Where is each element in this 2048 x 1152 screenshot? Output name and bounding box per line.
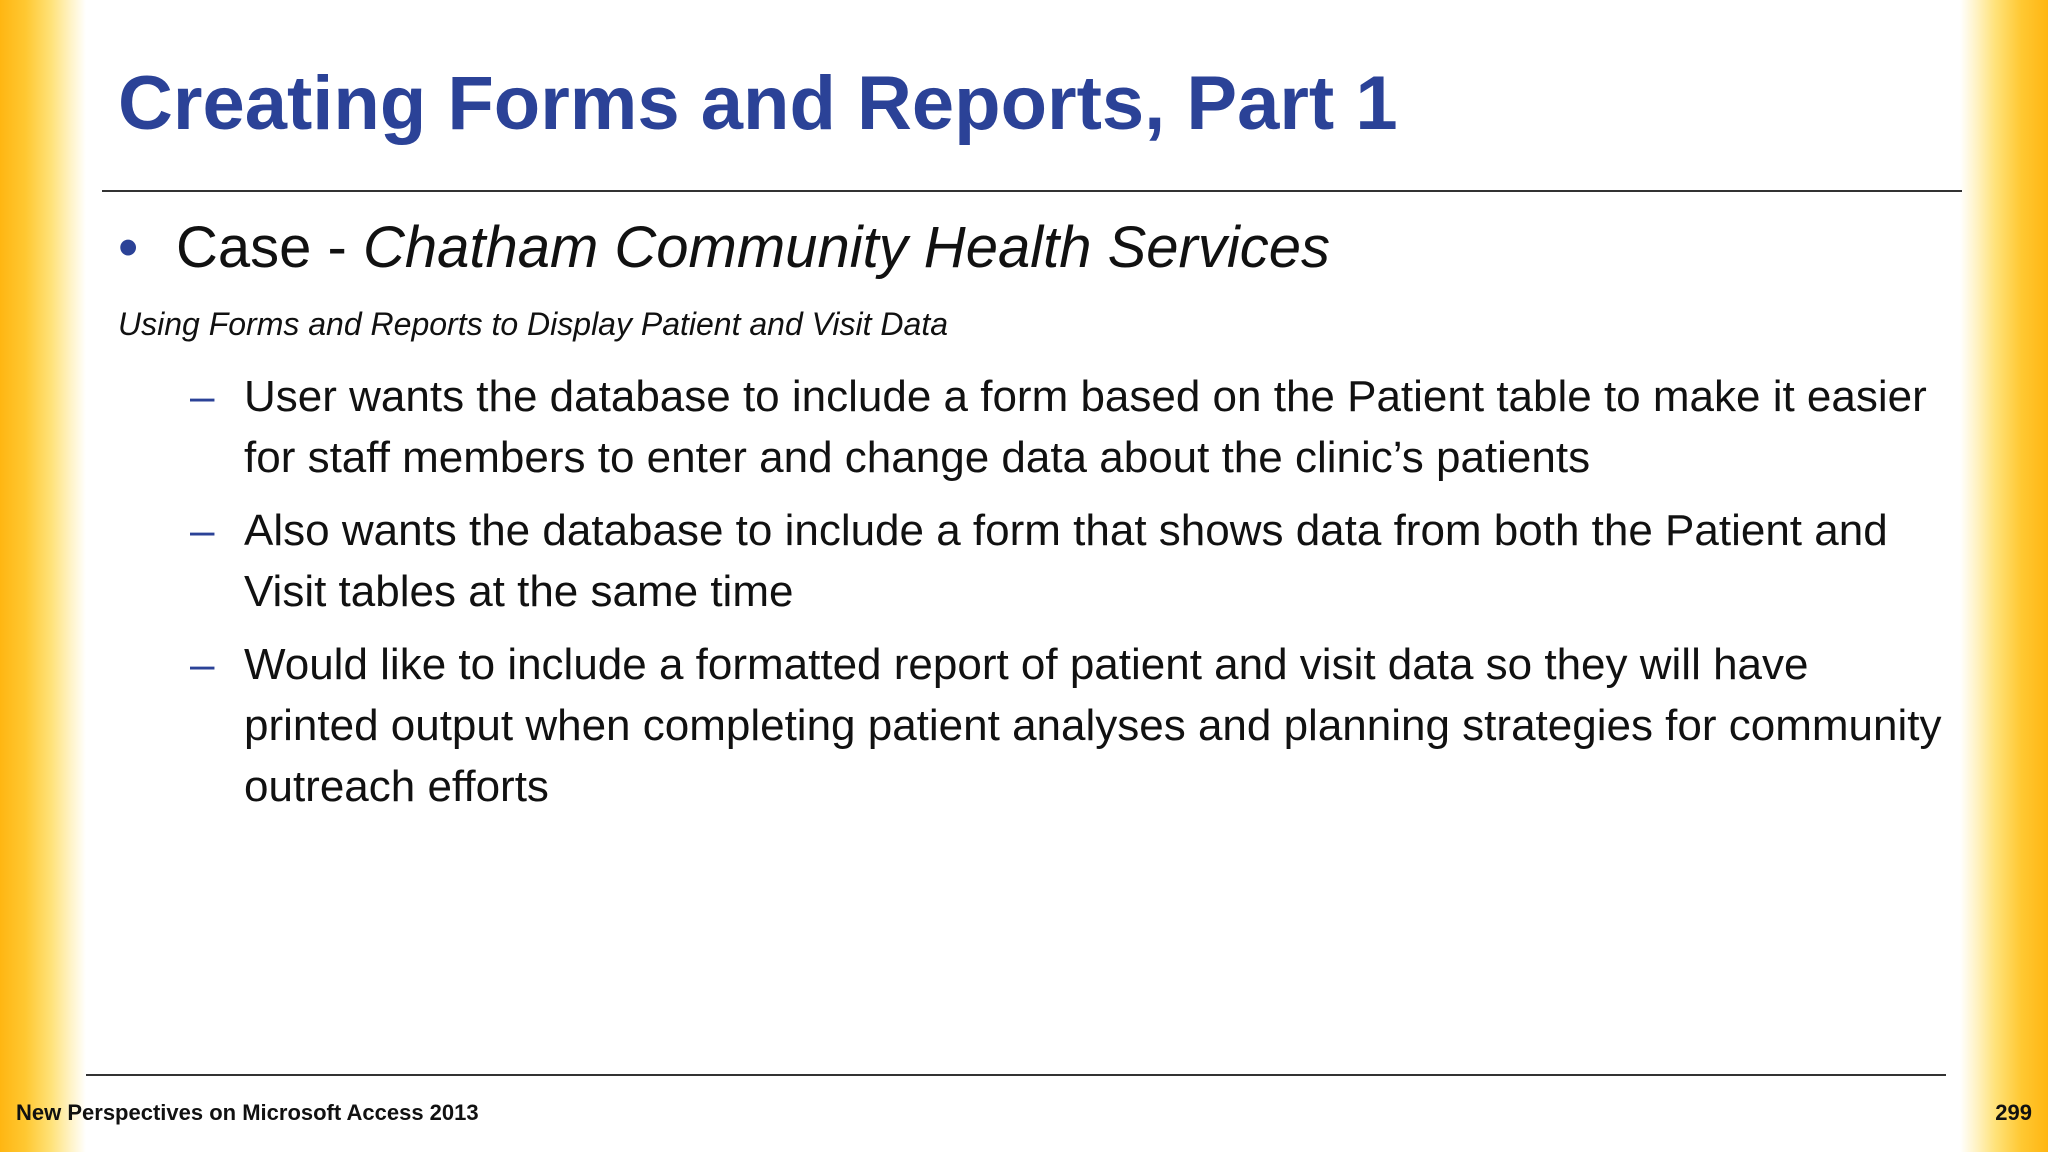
sub-bullet-item <box>190 366 1950 488</box>
left-gradient-bar <box>0 0 86 1152</box>
sub-bullet-text: User wants the database to include a form based on the Patient table to make it easier for staff members to enter and change data about the clinic’s patients <box>244 372 1927 482</box>
bullet-icon: • <box>118 215 139 280</box>
case-bullet <box>118 214 1330 281</box>
dash-icon: – <box>190 372 215 421</box>
sub-bullet-text: Also wants the database to include a form that shows data from both the Patient and Visit tables at the same time <box>244 506 1888 616</box>
dash-icon: – <box>190 506 215 555</box>
page-number: 299 <box>1995 1100 2032 1125</box>
sub-bullet-item <box>190 634 1950 817</box>
right-gradient-bar <box>1960 0 2048 1152</box>
case-subtitle: Using Forms and Reports to Display Patient and Visit Data <box>118 306 949 342</box>
dash-icon: – <box>190 640 215 689</box>
footer-book-title: New Perspectives on Microsoft Access 2013 <box>16 1100 479 1125</box>
slide-title: Creating Forms and Reports, Part 1 <box>118 61 1398 146</box>
sub-bullet-text: Would like to include a formatted report of patient and visit data so they will have printed output when completing patient analyses and planning strategies for community outreach efforts <box>244 640 1942 811</box>
case-label: Case - <box>176 215 363 280</box>
sub-bullet-list <box>190 366 1950 829</box>
footer-divider <box>86 1074 1946 1076</box>
case-name: Chatham Community Health Services <box>362 215 1330 280</box>
title-divider <box>102 190 1962 192</box>
sub-bullet-item <box>190 500 1950 622</box>
